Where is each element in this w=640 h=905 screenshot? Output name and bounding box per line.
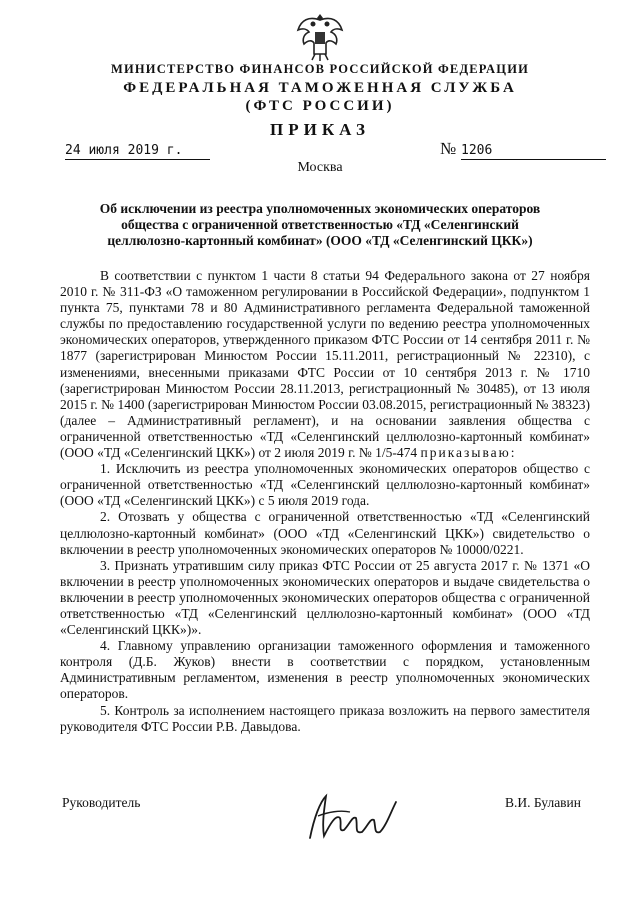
signatory-name: В.И. Булавин <box>505 795 582 810</box>
order-item-4: 4. Главному управлению организации таможенного оформления и таможенного контроля (Д.Б. Жуков) внести в соответствии с порядком, установленным Административным регламентом, изменения в реестр уполномоченных экономических операторов. <box>60 638 590 702</box>
document-type: ПРИКАЗ <box>270 120 370 139</box>
signatory-role: Руководитель <box>62 795 141 810</box>
coat-of-arms-emblem <box>295 10 345 62</box>
intro-text: В соответствии с пунктом 1 части 8 статьи 94 Федерального закона от 27 ноября 2010 г. № 311-ФЗ «О таможенном регулировании в Российской Федерации», подпунктом 1 пункта 75, пунктами 78 и 80 Административного регламента Федеральной таможенной службы по предоставлению государственной услуги по ведению реестра уполномоченных экономических операторов, утвержденного приказом ФТС России от 14 сентября 2011 г. № 1877 (зарегистрирован Минюстом России 15.11.2011, регистрационный № 22310), с изменениями, внесенными приказами ФТС России от 10 сентября 2013 г. № 1710 (зарегистрирован Минюстом России 28.11.2013, регистрационный № 30485), от 13 июля 2015 г. № 1400 (зарегистрирован Минюстом России 03.08.2015, регистрационный № 38323) (далее – Административный регламент), и на основании заявления общества с ограниченной ответственностью «ТД «Селенгинский целлюлозно-картонный комбинат» (ООО «ТД «Селенгинский ЦКК») от 2 июля 2019 г. № 1/5-474 <box>60 268 590 461</box>
service-abbreviation: (ФТС РОССИИ) <box>245 98 395 114</box>
order-title: Об исключении из реестра уполномоченных экономических операторов общества с ограниченной ответственностью «ТД «Селенгинский целлюлозно-картонный комбинат» (ООО «ТД «Селенгинский ЦКК») <box>99 201 541 248</box>
handwritten-signature <box>300 788 410 848</box>
order-number-label: № <box>440 139 457 158</box>
order-item-2: 2. Отозвать у общества с ограниченной ответственностью «ТД «Селенгинский целлюлозно-картонный комбинат» (ООО «ТД «Селенгинский ЦКК») свидетельство о включении в реестр уполномоченных экономических операторов № 10000/0221. <box>60 509 590 557</box>
order-date: 24 июля 2019 г. <box>65 143 210 160</box>
order-number: 1206 <box>461 143 606 160</box>
ministry-name: МИНИСТЕРСТВО ФИНАНСОВ РОССИЙСКОЙ ФЕДЕРАЦИИ <box>110 62 530 76</box>
order-item-1: 1. Исключить из реестра уполномоченных экономических операторов общество с ограниченной ответственностью «ТД «Селенгинский целлюлозно-картонный комбинат» (ООО «ТД «Селенгинский ЦКК») с 5 июля 2019 года. <box>60 461 590 509</box>
intro-verb: приказываю: <box>420 445 517 461</box>
city: Москва <box>297 160 343 175</box>
intro-paragraph <box>60 268 590 461</box>
order-body <box>60 268 590 735</box>
order-item-3: 3. Признать утратившим силу приказ ФТС России от 25 августа 2017 г. № 1371 «О включении в реестр уполномоченных экономических операторов и выдаче свидетельства о включении в реестр уполномоченных экономических операторов общества с ограниченной ответственностью «ТД «Селенгинский целлюлозно-картонный комбинат» (ООО «ТД «Селенгинский ЦКК»)». <box>60 557 590 638</box>
service-name: ФЕДЕРАЛЬНАЯ ТАМОЖЕННАЯ СЛУЖБА <box>123 80 517 96</box>
order-item-5: 5. Контроль за исполнением настоящего приказа возложить на первого заместителя руководителя ФТС России Р.В. Давыдова. <box>60 702 590 734</box>
